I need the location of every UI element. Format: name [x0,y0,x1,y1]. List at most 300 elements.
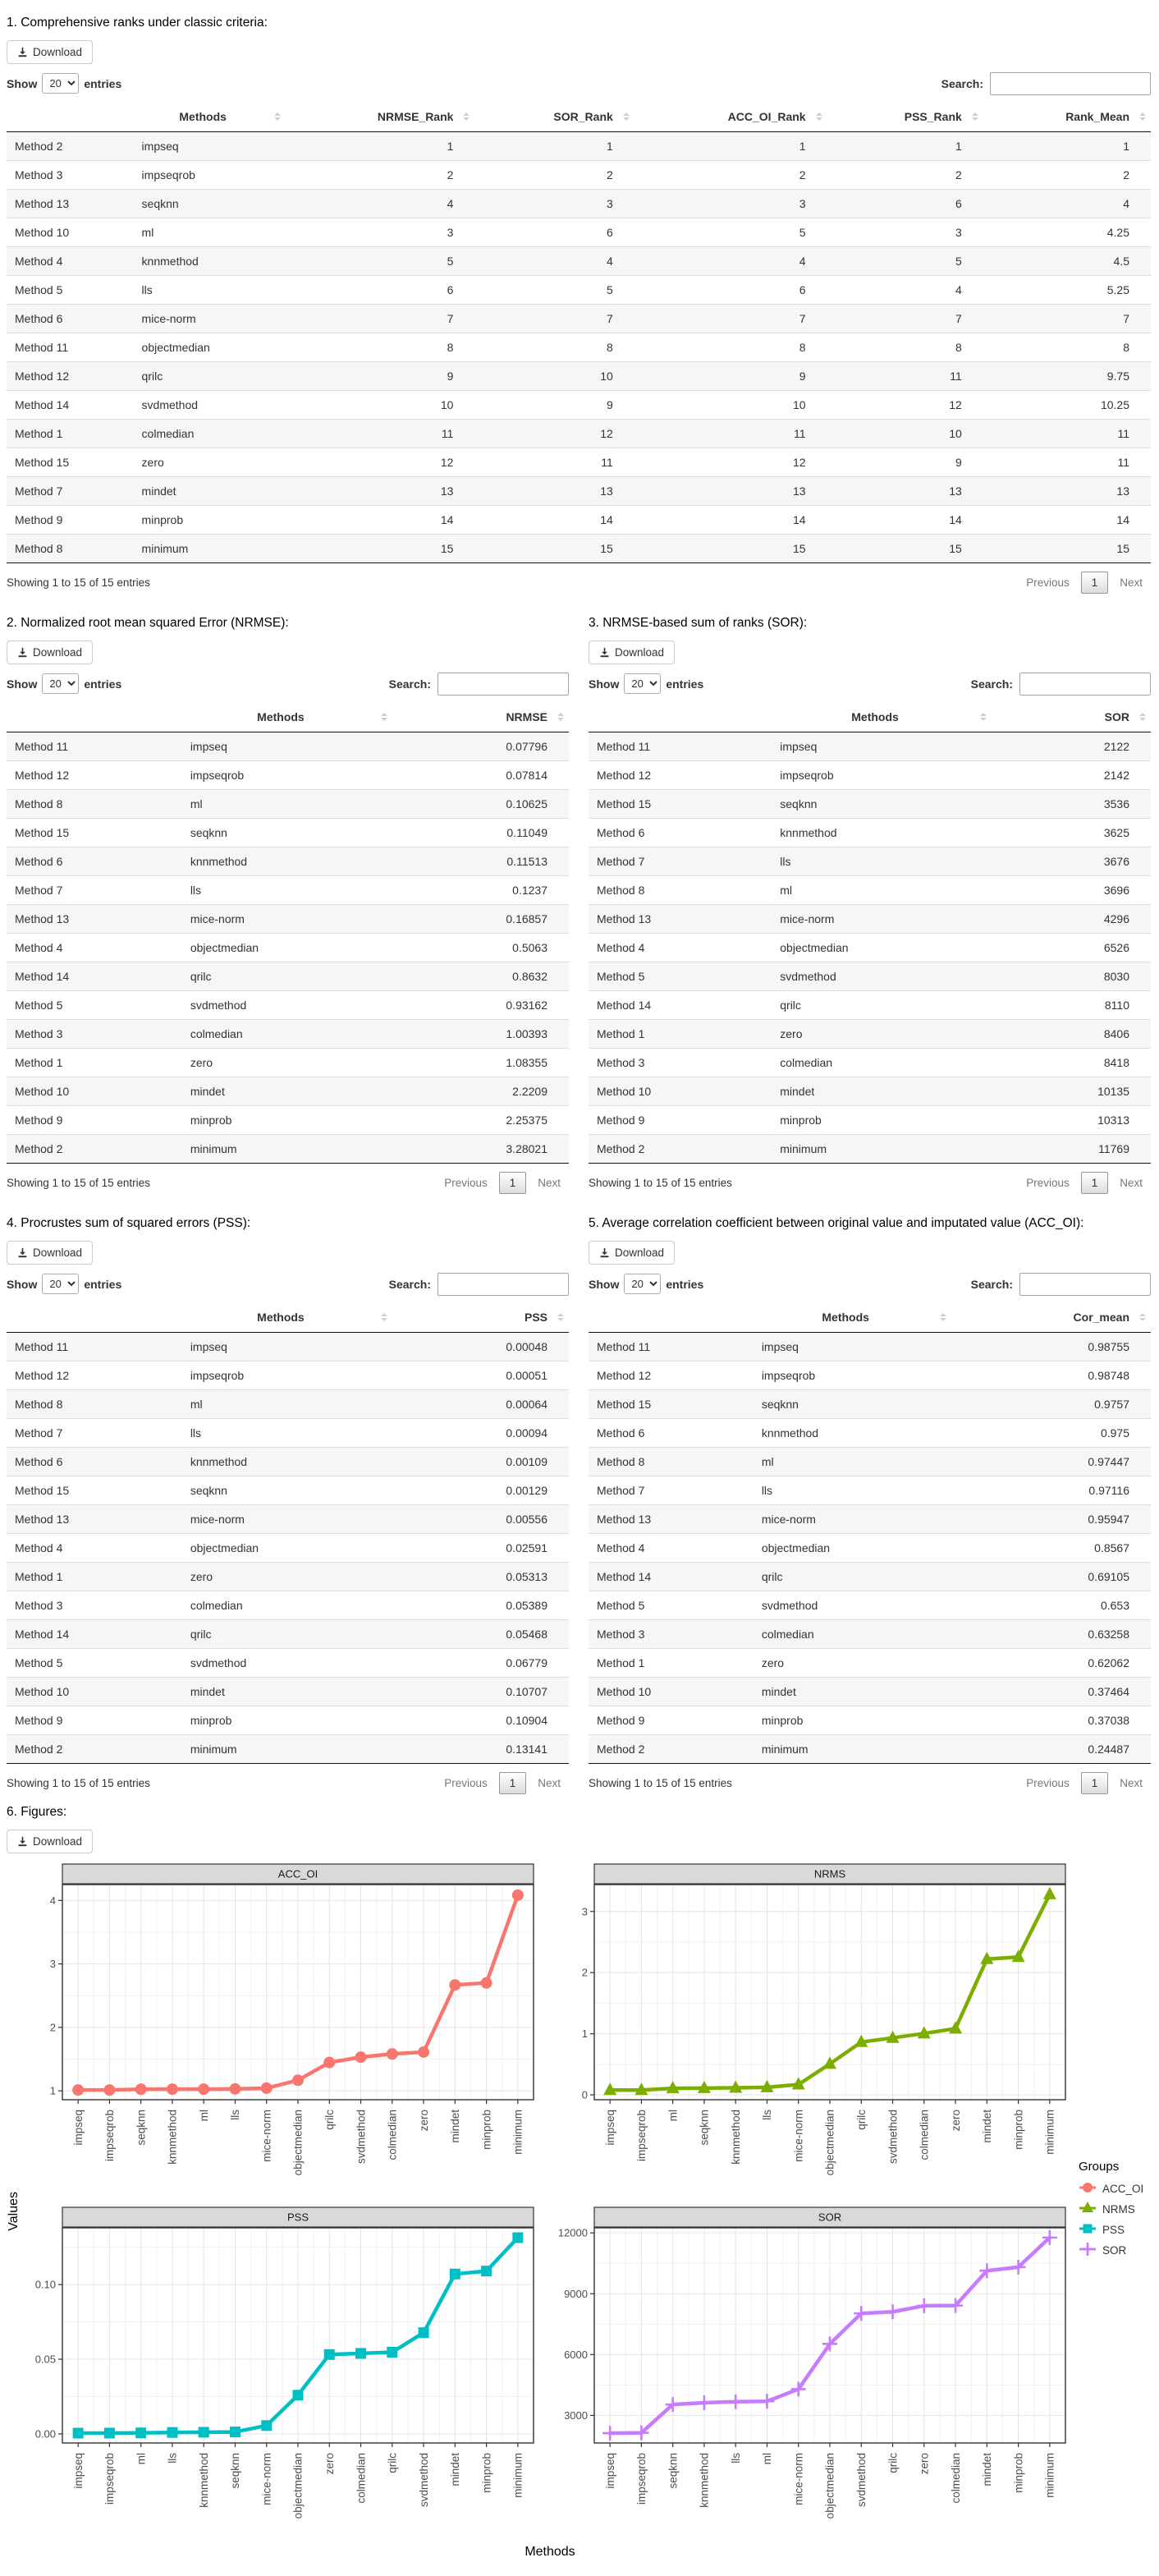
section-title: 4. Procrustes sum of squared errors (PSS): [7,1215,251,1230]
column-header-sor[interactable]: SOR [992,702,1151,732]
entries-label: entries [84,677,122,691]
value-cell: 15 [286,534,475,562]
value-cell: 1 [983,131,1151,160]
value-cell: 0.97116 [951,1476,1152,1504]
svg-text:seqknn: seqknn [135,2109,148,2146]
value-cell: 0.62062 [951,1648,1152,1677]
value-cell: 0.93162 [392,990,569,1019]
table-row [589,1332,1151,1361]
row-label-cell: Method 10 [7,1077,182,1105]
download-icon [599,1247,610,1258]
value-cell: 10 [286,390,475,419]
search-input[interactable] [1019,1273,1151,1296]
value-cell: 0.06779 [392,1648,569,1677]
svg-text:zero: zero [323,2452,336,2474]
section-title: 3. NRMSE-based sum of ranks (SOR): [589,615,808,630]
svg-text:ml: ml [761,2452,774,2464]
sort-icon [274,112,281,121]
method-cell: qrilc [182,1619,392,1648]
table-row [589,1562,1151,1591]
svg-text:0: 0 [581,2088,588,2101]
value-cell: 1 [286,131,475,160]
row-label-cell: Method 13 [7,904,182,933]
svg-text:ml: ml [667,2109,680,2121]
value-cell: 10313 [992,1105,1151,1134]
row-label-cell: Method 14 [7,962,182,990]
pagination [436,1772,569,1794]
page-1-button[interactable]: 1 [1081,1172,1109,1194]
y-axis-title: Values [7,2191,21,2231]
method-cell: seqknn [182,1476,392,1504]
search-label: Search: [941,76,983,90]
next-button[interactable]: Next [1120,576,1143,589]
value-cell: 2 [286,160,475,189]
value-cell: 10135 [992,1077,1151,1105]
row-label-cell: Method 1 [7,1562,182,1591]
value-cell: 6 [474,218,634,246]
table-row [7,818,569,847]
table-info: Showing 1 to 15 of 15 entries [7,576,150,589]
method-cell: colmedian [182,1591,392,1619]
row-label-cell: Method 1 [7,419,134,448]
svg-text:2: 2 [581,1966,588,1979]
legend-item-sor [1079,2242,1151,2259]
svg-text:impseqrob: impseqrob [103,2452,117,2505]
table-row [7,1734,569,1763]
value-cell: 0.10707 [392,1677,569,1706]
value-cell: 2 [827,160,983,189]
download-button[interactable] [7,641,93,664]
value-cell: 0.05313 [392,1562,569,1591]
svg-text:qrilc: qrilc [323,2109,336,2130]
method-cell: minimum [182,1734,392,1763]
svg-text:4: 4 [49,1894,56,1907]
column-header-methods[interactable]: Methods [182,1302,392,1333]
method-cell: mindet [772,1077,992,1105]
table-row [589,1619,1151,1648]
svg-text:0.05: 0.05 [34,2353,56,2366]
svg-text:lls: lls [166,2452,179,2464]
method-cell: lls [754,1476,951,1504]
value-cell: 13 [634,476,827,505]
method-cell: mindet [134,476,286,505]
show-label: Show [7,1277,38,1291]
method-cell: minimum [182,1134,392,1163]
legend-item-nrms [1079,2201,1151,2218]
show-label: Show [589,1277,620,1291]
value-cell: 7 [474,304,634,333]
column-header-pss[interactable]: PSS [392,1302,569,1333]
value-cell: 2122 [992,732,1151,760]
next-button[interactable]: Next [538,1776,561,1789]
row-label-cell: Method 13 [7,189,134,218]
value-cell: 10 [634,390,827,419]
svg-text:seqknn: seqknn [229,2452,242,2489]
row-label-cell: Method 2 [589,1134,772,1163]
value-cell: 4 [983,189,1151,218]
row-label-cell: Method 5 [589,962,772,990]
table-header-row [7,702,569,732]
value-cell: 5 [634,218,827,246]
row-label-cell: Method 5 [589,1591,754,1619]
row-label-cell: Method 2 [7,1734,182,1763]
svg-text:1: 1 [581,2027,588,2040]
svg-text:lls: lls [229,2109,242,2120]
value-cell: 0.00048 [392,1332,569,1361]
value-cell: 0.00129 [392,1476,569,1504]
section-title: 5. Average correlation coefficient between original value and imputated value (ACC_OI): [589,1215,1084,1230]
next-button[interactable]: Next [538,1176,561,1189]
row-label-cell: Method 9 [7,1706,182,1734]
row-label-cell: Method 6 [7,1447,182,1476]
page-length-select[interactable] [42,1274,79,1294]
method-cell: impseqrob [182,1361,392,1389]
legend-label: ACC_OI [1102,2183,1144,2196]
table-row [589,1361,1151,1389]
download-button[interactable] [7,1830,93,1853]
section-comprehensive-ranks [7,15,1151,595]
download-button[interactable] [7,40,93,64]
table-row [589,1591,1151,1619]
entries-label: entries [84,76,122,90]
table-row [589,789,1151,818]
method-cell: minprob [182,1706,392,1734]
column-header-cor-mean[interactable]: Cor_mean [951,1302,1152,1333]
sort-icon [1139,112,1146,121]
column-header-methods[interactable]: Methods [182,702,392,732]
method-cell: svdmethod [754,1591,951,1619]
row-label-cell: Method 13 [7,1504,182,1533]
search-control [971,1273,1151,1296]
value-cell: 0.02591 [392,1533,569,1562]
row-label-cell: Method 14 [589,990,772,1019]
svg-text:lls: lls [761,2109,774,2120]
svg-text:2: 2 [49,2021,56,2034]
table-row [589,1019,1151,1048]
section-figures [7,1804,1151,2560]
row-label-cell: Method 2 [7,131,134,160]
value-cell: 11769 [992,1134,1151,1163]
table-info: Showing 1 to 15 of 15 entries [7,1776,150,1789]
svg-text:PSS: PSS [286,2211,309,2224]
charts-grid [25,1863,1075,2545]
row-label-cell: Method 3 [589,1048,772,1077]
svg-text:3: 3 [49,1957,56,1970]
column-header-blank [589,702,772,732]
table-row [589,1677,1151,1706]
row-label-cell: Method 5 [7,1648,182,1677]
section-title: 1. Comprehensive ranks under classic criteria: [7,16,268,30]
svg-text:impseq: impseq [603,2109,616,2146]
section-sor [589,607,1151,1196]
row-label-cell: Method 3 [7,1019,182,1048]
value-cell: 4.5 [983,246,1151,275]
value-cell: 0.24487 [951,1734,1152,1763]
method-cell: mice-norm [182,1504,392,1533]
row-label-cell: Method 12 [7,760,182,789]
table-row [7,246,1151,275]
row-label-cell: Method 15 [7,1476,182,1504]
show-label: Show [7,76,38,90]
row-label-cell: Method 11 [7,1332,182,1361]
table-row [7,534,1151,562]
row-label-cell: Method 12 [7,361,134,390]
sort-icon [557,713,564,721]
download-button[interactable] [589,1241,675,1265]
column-header-methods[interactable]: Methods [772,702,992,732]
method-cell: zero [772,1019,992,1048]
value-cell: 14 [983,505,1151,534]
value-cell: 0.95947 [951,1504,1152,1533]
previous-button[interactable]: Previous [1026,576,1070,589]
method-cell: qrilc [754,1562,951,1591]
method-cell: zero [182,1562,392,1591]
column-header-methods[interactable]: Methods [134,102,286,132]
column-header-pss-rank[interactable]: PSS_Rank [827,102,983,132]
value-cell: 2 [634,160,827,189]
method-cell: qrilc [182,962,392,990]
show-entries-control [7,73,121,94]
next-button[interactable]: Next [1120,1176,1143,1189]
value-cell: 0.37464 [951,1677,1152,1706]
method-cell: objectmedian [754,1533,951,1562]
method-cell: mice-norm [182,904,392,933]
svg-text:minimum: minimum [1043,2109,1056,2155]
table-row [7,1418,569,1447]
previous-button[interactable]: Previous [1026,1776,1070,1789]
column-header-sor-rank[interactable]: SOR_Rank [474,102,634,132]
row-label-cell: Method 13 [589,1504,754,1533]
value-cell: 0.05389 [392,1591,569,1619]
download-button[interactable] [589,641,675,664]
svg-text:6000: 6000 [564,2348,588,2361]
search-input[interactable] [437,1273,569,1296]
download-label: Download [33,45,83,58]
method-cell: mindet [182,1077,392,1105]
value-cell: 14 [827,505,983,534]
svg-text:qrilc: qrilc [886,2452,900,2473]
value-cell: 5 [474,275,634,304]
svg-text:impseqrob: impseqrob [635,2452,648,2505]
previous-button[interactable]: Previous [444,1176,488,1189]
table-row [7,875,569,904]
search-input[interactable] [437,673,569,696]
previous-button[interactable]: Previous [1026,1176,1070,1189]
value-cell: 0.69105 [951,1562,1152,1591]
method-cell: minimum [134,534,286,562]
value-cell: 5 [286,246,475,275]
value-cell: 3 [474,189,634,218]
pagination [1018,1772,1151,1794]
value-cell: 2 [474,160,634,189]
row-label-cell: Method 9 [7,1105,182,1134]
value-cell: 12 [474,419,634,448]
value-cell: 1.00393 [392,1019,569,1048]
row-label-cell: Method 10 [589,1077,772,1105]
method-cell: impseq [182,732,392,760]
table-row [7,1048,569,1077]
method-cell: objectmedian [772,933,992,962]
value-cell: 5.25 [983,275,1151,304]
row-label-cell: Method 6 [7,304,134,333]
table-row [7,476,1151,505]
show-entries-control [7,1274,121,1294]
value-cell: 4.25 [983,218,1151,246]
legend-item-acc_oi [1079,2180,1151,2197]
row-label-cell: Method 12 [589,1361,754,1389]
method-cell: zero [182,1048,392,1077]
page-1-button[interactable]: 1 [499,1772,527,1794]
svg-text:minimum: minimum [511,2109,525,2155]
method-cell: impseq [134,131,286,160]
row-label-cell: Method 8 [7,1389,182,1418]
svg-text:minprob: minprob [480,2109,493,2150]
method-cell: mindet [754,1677,951,1706]
svg-text:1: 1 [49,2084,56,2097]
svg-text:mice-norm: mice-norm [260,2109,273,2162]
svg-text:knnmethod: knnmethod [698,2452,711,2508]
value-cell: 3536 [992,789,1151,818]
column-header-rank-mean[interactable]: Rank_Mean [983,102,1151,132]
row-label-cell: Method 15 [7,448,134,476]
circle-marker-icon [1079,2180,1097,2197]
value-cell: 1 [474,131,634,160]
value-cell: 7 [827,304,983,333]
method-cell: colmedian [182,1019,392,1048]
value-cell: 8 [286,333,475,361]
table-row [589,1418,1151,1447]
value-cell: 0.05468 [392,1619,569,1648]
page-length-select[interactable] [42,73,79,94]
svg-text:mindet: mindet [449,2109,462,2143]
table-row [589,818,1151,847]
figures-panel [7,1863,1151,2560]
page-length-select[interactable] [624,1274,661,1294]
svg-text:minprob: minprob [1012,2452,1025,2493]
row-label-cell: Method 12 [589,760,772,789]
table-row [7,218,1151,246]
row-label-cell: Method 3 [7,1591,182,1619]
svg-text:svdmethod: svdmethod [886,2109,900,2164]
search-control [389,673,569,696]
row-label-cell: Method 6 [589,1418,754,1447]
method-cell: mice-norm [754,1504,951,1533]
table-row [7,990,569,1019]
value-cell: 8418 [992,1048,1151,1077]
value-cell: 0.00556 [392,1504,569,1533]
row-label-cell: Method 1 [589,1019,772,1048]
download-button[interactable] [7,1241,93,1265]
search-input[interactable] [990,72,1151,95]
value-cell: 8110 [992,990,1151,1019]
method-cell: impseq [772,732,992,760]
row-label-cell: Method 2 [589,1734,754,1763]
page-1-button[interactable]: 1 [1081,572,1109,594]
row-label-cell: Method 13 [589,904,772,933]
table-row [7,361,1151,390]
row-label-cell: Method 15 [589,789,772,818]
legend-title: Groups [1079,2160,1120,2174]
value-cell: 0.98755 [951,1332,1152,1361]
table-row [589,1134,1151,1163]
svg-text:ACC_OI: ACC_OI [277,1867,318,1880]
table-row [7,789,569,818]
column-header-acc-oi-rank[interactable]: ACC_OI_Rank [634,102,827,132]
page-1-button[interactable]: 1 [1081,1772,1109,1794]
table-row [7,275,1151,304]
column-header-nrmse[interactable]: NRMSE [392,702,569,732]
row-label-cell: Method 15 [589,1389,754,1418]
table-row [7,1533,569,1562]
svg-text:mindet: mindet [449,2452,462,2486]
svg-text:minimum: minimum [511,2452,525,2498]
page-length-select[interactable] [624,673,661,694]
svg-text:impseqrob: impseqrob [635,2109,648,2161]
ranks-table [7,102,1151,563]
entries-label: entries [666,677,704,691]
row-label-cell: Method 14 [7,390,134,419]
page-1-button[interactable]: 1 [499,1172,527,1194]
table-row [7,1361,569,1389]
column-header-nrmse-rank[interactable]: NRMSE_Rank [286,102,475,132]
svg-text:colmedian: colmedian [949,2452,962,2504]
value-cell: 4 [474,246,634,275]
table-row [7,505,1151,534]
next-button[interactable]: Next [1120,1776,1143,1789]
table-row [7,962,569,990]
table-row [589,847,1151,875]
column-header-blank [7,102,134,132]
row-label-cell: Method 10 [7,218,134,246]
value-cell: 0.13141 [392,1734,569,1763]
svg-text:3000: 3000 [564,2408,588,2422]
value-cell: 0.9757 [951,1389,1152,1418]
nrmse-table [7,702,569,1164]
table-row [7,1332,569,1361]
method-cell: seqknn [182,818,392,847]
svg-text:impseq: impseq [71,2109,85,2146]
row-label-cell: Method 8 [7,534,134,562]
row-label-cell: Method 1 [589,1648,754,1677]
sort-icon [1139,1313,1146,1321]
svg-text:mindet: mindet [981,2452,994,2486]
legend-label: PSS [1102,2224,1125,2237]
value-cell: 1 [827,131,983,160]
row-label-cell: Method 15 [7,818,182,847]
search-input[interactable] [1019,673,1151,696]
svg-text:SOR: SOR [818,2211,842,2224]
table-row [589,990,1151,1019]
entries-label: entries [666,1277,704,1291]
column-header-methods[interactable]: Methods [754,1302,951,1333]
search-label: Search: [970,677,1013,691]
table-row [7,732,569,760]
chart-legend [1075,2160,1151,2262]
table-row [589,1077,1151,1105]
value-cell: 0.10904 [392,1706,569,1734]
method-cell: objectmedian [182,933,392,962]
row-label-cell: Method 8 [7,789,182,818]
pagination [436,1172,569,1194]
table-header-row [589,702,1151,732]
row-label-cell: Method 9 [7,505,134,534]
table-row [589,1389,1151,1418]
svg-text:colmedian: colmedian [386,2109,399,2160]
value-cell: 12 [827,390,983,419]
table-info: Showing 1 to 15 of 15 entries [589,1176,732,1189]
page-length-select[interactable] [42,673,79,694]
previous-button[interactable]: Previous [444,1776,488,1789]
